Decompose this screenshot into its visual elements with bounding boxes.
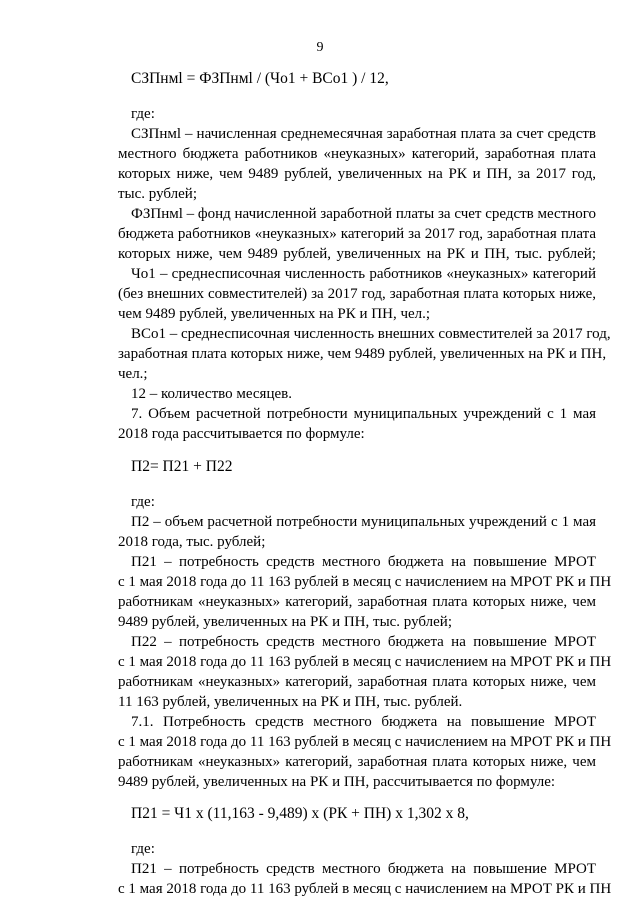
item-7-line-2: 2018 года рассчитывается по формуле: — [118, 426, 365, 442]
page-number: 9 — [316, 40, 324, 55]
def-p21-line-3: работникам «неуказных» категорий, заработная плата которых ниже, чем — [118, 594, 596, 610]
item-7-line-1: 7. Объем расчетной потребности муниципальных учреждений с 1 мая — [131, 406, 596, 422]
def-szp-line-4: тыс. рублей; — [118, 186, 197, 202]
item-7-1-line-2: с 1 мая 2018 года до 11 163 рублей в месяц с начислением на МРОТ РК и ПН — [118, 734, 612, 750]
def-ch-line-3: чем 9489 рублей, увеличенных на РК и ПН, чел.; — [118, 306, 431, 322]
def-vs-line-3: чел.; — [118, 366, 148, 382]
formula-szp: СЗПнмl = ФЗПнмl / (Чо1 + ВСо1 ) / 12, — [131, 70, 389, 87]
def-fzp-line-2: бюджета работников «неуказных» категорий за 2017 год, заработная плата — [118, 226, 596, 242]
def-szp-line-1: СЗПнмl – начисленная среднемесячная заработная плата за счет средств — [131, 126, 596, 142]
def-p21b-line-2: с 1 мая 2018 года до 11 163 рублей в месяц с начислением на МРОТ РК и ПН — [118, 881, 612, 897]
def-p22-line-1: П22 – потребность средств местного бюджета на повышение МРОТ — [131, 634, 596, 650]
def-p22-line-2: с 1 мая 2018 года до 11 163 рублей в месяц с начислением на МРОТ РК и ПН — [118, 654, 612, 670]
def-p21b-line-1: П21 – потребность средств местного бюджета на повышение МРОТ — [131, 861, 596, 877]
formula-p21: П21 = Ч1 х (11,163 - 9,489) х (РК + ПН) х 1,302 х 8, — [131, 805, 469, 822]
def-ch-line-2: (без внешних совместителей) за 2017 год, заработная плата которых ниже, — [118, 286, 596, 302]
item-7-1-line-1: 7.1. Потребность средств местного бюджета на повышение МРОТ — [131, 714, 596, 730]
def-vs-line-2: заработная плата которых ниже, чем 9489 рублей, увеличенных на РК и ПН, — [118, 346, 607, 362]
def-p22-line-4: 11 163 рублей, увеличенных на РК и ПН, тыс. рублей. — [118, 694, 463, 710]
item-7-1-line-3: работникам «неуказных» категорий, заработная плата которых ниже, чем — [118, 754, 596, 770]
def-p21-line-4: 9489 рублей, увеличенных на РК и ПН, тыс. рублей; — [118, 614, 452, 630]
def-vs-line-1: ВСо1 – среднесписочная численность внешних совместителей за 2017 год, — [131, 326, 611, 342]
def-12-line: 12 – количество месяцев. — [131, 386, 292, 402]
def-p2-line-2: 2018 года, тыс. рублей; — [118, 534, 266, 550]
where-label: где: — [131, 494, 155, 510]
def-p2-line-1: П2 – объем расчетной потребности муниципальных учреждений с 1 мая — [131, 514, 596, 530]
def-fzp-line-3: которых ниже, чем 9489 рублей, увеличенных на РК и ПН, тыс. рублей; — [118, 246, 596, 262]
def-szp-line-2: местного бюджета работников «неуказных» категорий, заработная плата — [118, 146, 596, 162]
def-p22-line-3: работникам «неуказных» категорий, заработная плата которых ниже, чем — [118, 674, 596, 690]
def-fzp-line-1: ФЗПнмl – фонд начисленной заработной платы за счет средств местного — [131, 206, 597, 222]
def-p21-line-1: П21 – потребность средств местного бюджета на повышение МРОТ — [131, 554, 596, 570]
def-ch-line-1: Чо1 – среднесписочная численность работников «неуказных» категорий — [131, 266, 596, 282]
def-szp-line-3: которых ниже, чем 9489 рублей, увеличенных на РК и ПН, за 2017 год, — [118, 166, 596, 182]
where-label: где: — [131, 106, 155, 122]
where-label: где: — [131, 841, 155, 857]
formula-p2: П2= П21 + П22 — [131, 458, 233, 475]
def-p21-line-2: с 1 мая 2018 года до 11 163 рублей в месяц с начислением на МРОТ РК и ПН — [118, 574, 612, 590]
item-7-1-line-4: 9489 рублей, увеличенных на РК и ПН, рассчитывается по формуле: — [118, 774, 556, 790]
